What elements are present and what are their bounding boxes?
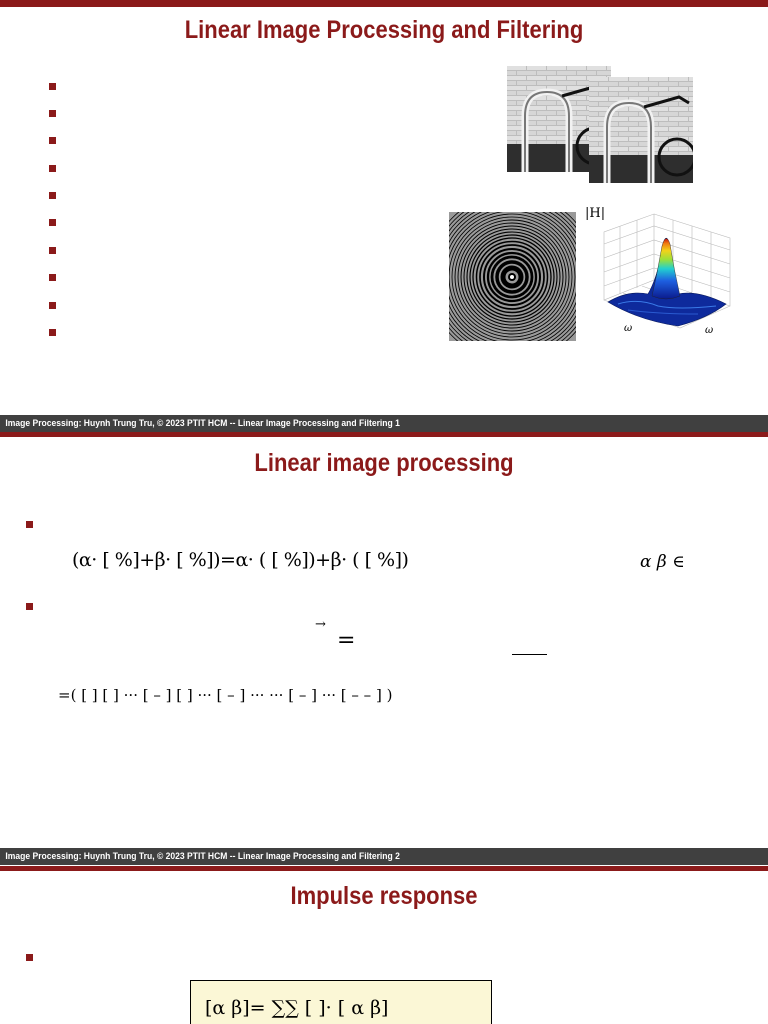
bullet-marker <box>49 274 56 281</box>
slide-title: Impulse response <box>290 882 478 910</box>
footer-text: Image Processing: Huynh Trung Tru, © 2023 PTIT HCM -- Linear Image Processing and Filtering 1 <box>5 418 400 429</box>
bullet-marker <box>26 954 33 961</box>
slide-footer <box>0 415 768 432</box>
bullet-marker <box>49 329 56 336</box>
footer-text: Image Processing: Huynh Trung Tru, © 2023 PTIT HCM -- Linear Image Processing and Filtering 2 <box>5 851 400 862</box>
linearity-condition: α β ∈ <box>640 552 685 572</box>
vector-arrow: → <box>315 617 326 632</box>
slide-2 <box>0 432 768 866</box>
h-magnitude-label: |H| <box>585 206 606 221</box>
fraction-bar <box>512 654 547 655</box>
bullet-marker <box>49 110 56 117</box>
slide-top-bar <box>0 0 768 7</box>
bullet-marker <box>49 219 56 226</box>
image-vector-equation: =( [ ] [ ] ··· [ – ] [ ] ··· [ – ] ··· ··· [ – ] ··· [ – – ] ) <box>58 686 393 704</box>
linearity-equation: (α· [ %]+β· [ %])=α· ( [ %])+β· ( [ %]) <box>72 549 409 571</box>
bullet-marker <box>26 603 33 610</box>
slide-footer <box>0 848 768 865</box>
slide-1 <box>0 0 768 432</box>
bullet-marker <box>49 83 56 90</box>
omega-axis-label: ω <box>624 323 633 334</box>
slide-3 <box>0 866 768 1024</box>
bullet-marker <box>49 247 56 254</box>
bullet-marker <box>26 521 33 528</box>
slide-top-bar <box>0 432 768 437</box>
bullet-marker <box>49 302 56 309</box>
vector-equals: = <box>337 628 356 653</box>
bullet-marker <box>49 137 56 144</box>
slide-title: Linear image processing <box>254 449 514 477</box>
slide-top-bar <box>0 866 768 871</box>
bullet-marker <box>49 165 56 172</box>
impulse-response-equation: [α β]= ∑∑ [ ]· [ α β] <box>205 997 389 1019</box>
slide-title: Linear Image Processing and Filtering <box>184 16 584 44</box>
bike-rack-photo-filtered <box>589 77 693 183</box>
zone-plate-image <box>449 212 576 341</box>
impulse-response-equation-box <box>190 980 492 1024</box>
bullet-marker <box>49 192 56 199</box>
omega-axis-label: ω <box>705 325 714 336</box>
frequency-response-3d-plot <box>598 210 736 338</box>
